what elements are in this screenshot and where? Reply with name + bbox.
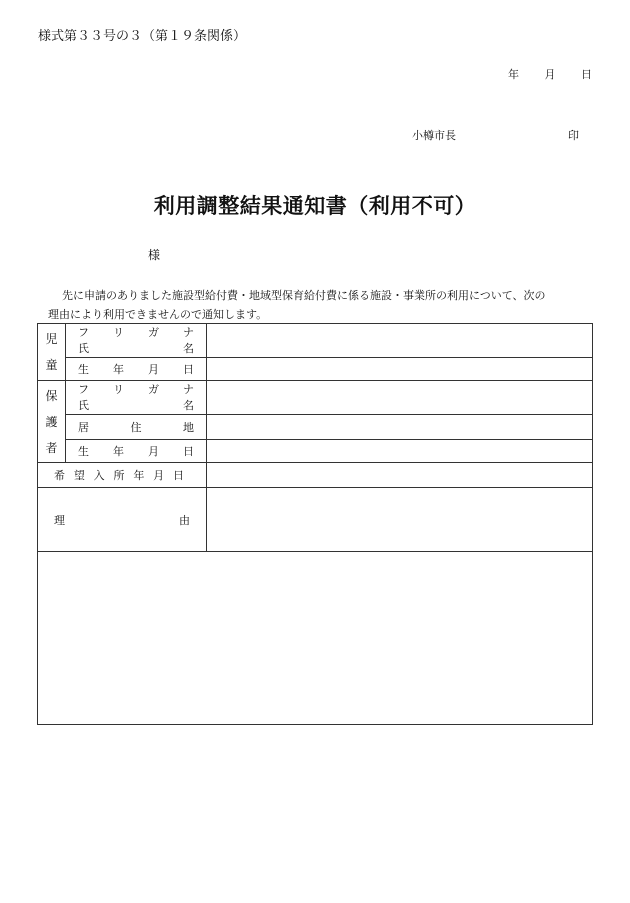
- child-name-row: [38, 324, 593, 358]
- date-day-label: 日: [581, 68, 592, 81]
- child-group-label: 児 童: [38, 324, 66, 381]
- guardian-birthdate-field[interactable]: [207, 440, 593, 463]
- desired-entry-row: [38, 463, 593, 488]
- guardian-address-field[interactable]: [207, 415, 593, 440]
- remarks-field[interactable]: [38, 552, 593, 725]
- child-birthdate-field[interactable]: [207, 358, 593, 381]
- reason-label: 理 由: [38, 488, 207, 552]
- guardian-birthdate-label: 生 年 月 日: [66, 440, 207, 463]
- child-name-field[interactable]: [207, 324, 593, 358]
- guardian-name-field[interactable]: [207, 381, 593, 415]
- issuer-name: 小樽市長: [412, 129, 456, 142]
- notice-table: [37, 323, 593, 725]
- guardian-birthdate-row: [38, 440, 593, 463]
- date-line: [486, 66, 592, 82]
- desired-entry-label: 希 望 入 所 年 月 日: [38, 463, 207, 488]
- intro-text: [48, 286, 588, 324]
- reason-field[interactable]: [207, 488, 593, 552]
- date-month-label: 月: [544, 68, 556, 81]
- reason-row: [38, 488, 593, 552]
- seal-mark: 印: [568, 129, 579, 142]
- intro-line-1: 先に申請のありました施設型給付費・地域型保育給付費に係る施設・事業所の利用について、次の: [62, 289, 546, 302]
- remarks-row: [38, 552, 593, 725]
- guardian-group-label: 保 護 者: [38, 381, 66, 463]
- desired-entry-field[interactable]: [207, 463, 593, 488]
- addressee-suffix: 様: [148, 248, 161, 262]
- guardian-address-label: 居 住 地: [66, 415, 207, 440]
- guardian-name-label: フ リ ガ ナ 氏 名: [66, 381, 207, 415]
- form-number: 様式第３３号の３（第１９条関係）: [38, 29, 247, 44]
- document-title: 利用調整結果通知書（利用不可）: [153, 193, 477, 218]
- intro-line-2: 理由により利用できませんので通知します。: [48, 308, 268, 321]
- guardian-name-row: [38, 381, 593, 415]
- date-year-label: 年: [508, 68, 519, 81]
- child-name-label: フ リ ガ ナ 氏 名: [66, 324, 207, 358]
- child-birthdate-label: 生 年 月 日: [66, 358, 207, 381]
- child-birthdate-row: [38, 358, 593, 381]
- guardian-address-row: [38, 415, 593, 440]
